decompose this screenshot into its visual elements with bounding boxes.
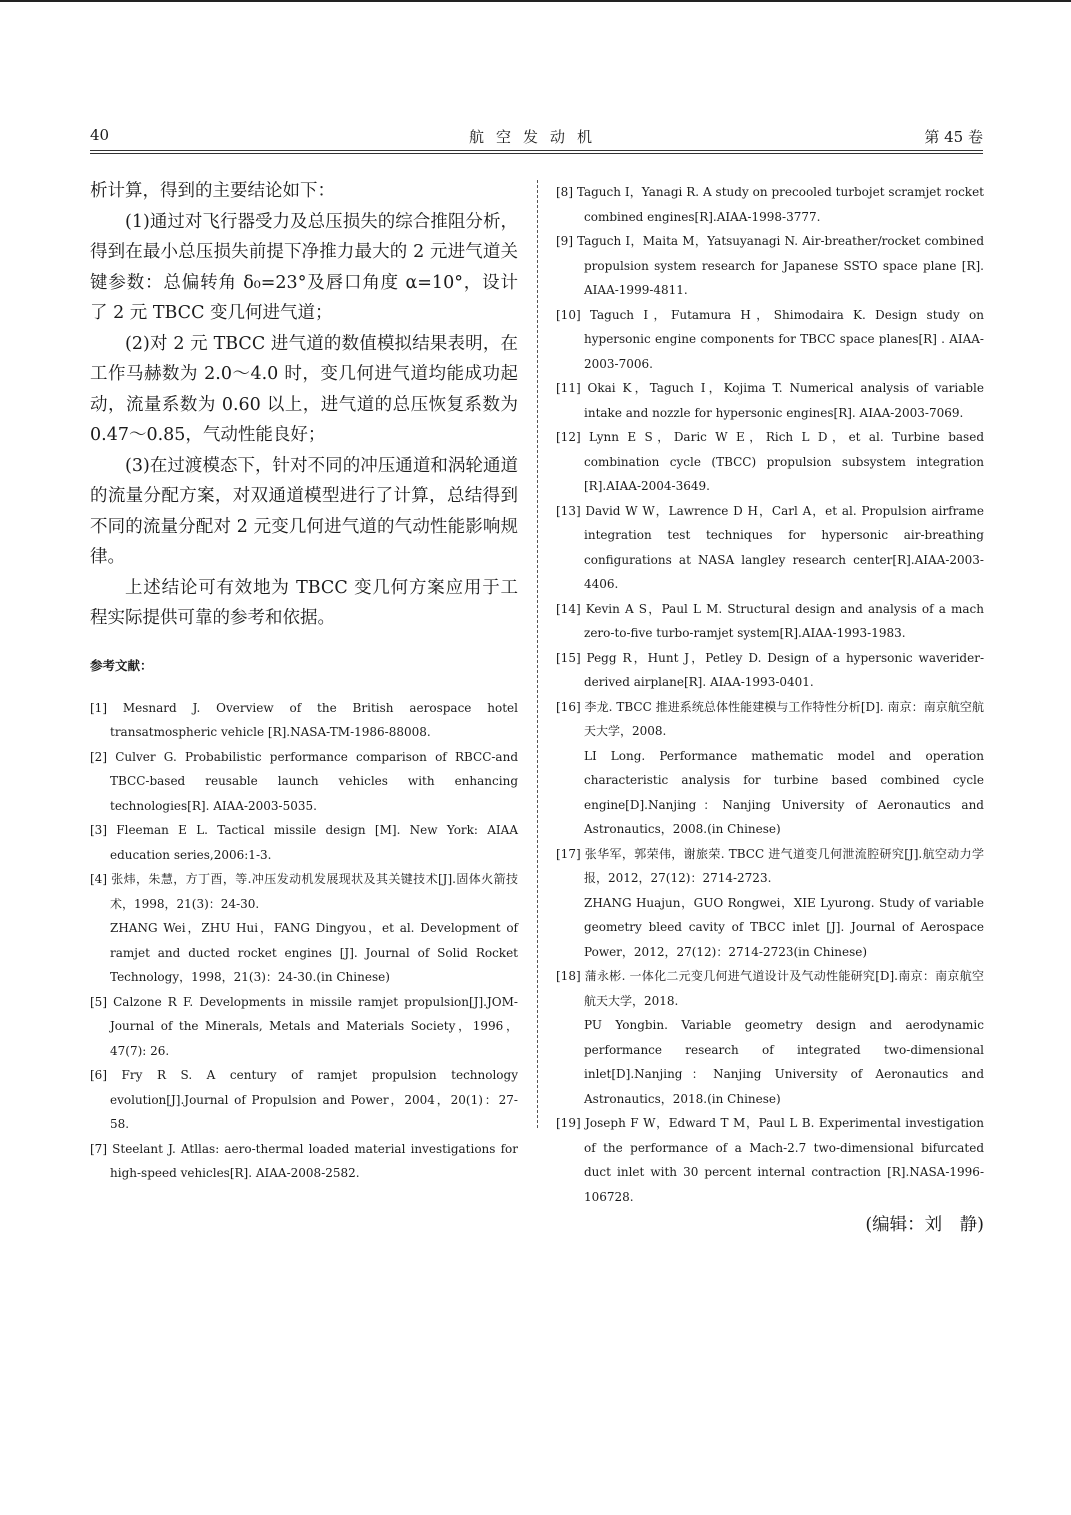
reference-6: [6] Fry R S. A century of ramjet propulsion technology evolution[J].Journal of Propulsion and Power，2004，20(1)：27-58.: [90, 1068, 518, 1131]
conclusion-summary: 上述结论可有效地为 TBCC 变几何方案应用于工程实际提供可靠的参考和依据。: [90, 577, 518, 628]
column-divider: [537, 180, 538, 1128]
reference-8: [8] Taguch I，Yanagi R. A study on precooled turbojet scramjet rocket combined engines[R].AIAA-1998-3777.: [556, 185, 984, 224]
reference-16: [16] 李龙. TBCC 推进系统总体性能建模与工作特性分析[D]. 南京：南京航空航天大学，2008.: [556, 699, 984, 738]
references-heading: 参考文献：: [90, 657, 153, 673]
reference-17: [17] 张华军，郭荣伟，谢旅荣. TBCC 进气道变几何泄流腔研究[J].航空动力学报，2012，27(12)：2714-2723.: [556, 846, 984, 885]
conclusion-item-2: (2)对 2 元 TBCC 进气道的数值模拟结果表明，在工作马赫数为 2.0～4.0 时，变几何进气道均能成功起动，流量系数为 0.60 以上，进气道的总压恢复系数为 0.47～0.85，气动性能良好；: [90, 333, 518, 445]
conclusion-item-1: (1)通过对飞行器受力及总压损失的综合推阻分析，得到在最小总压损失前提下净推力最大的 2 元进气道关键参数：总偏转角 δ₀=23°及唇口角度 α=10°，设计了 2 元 TBCC 变几何进气道；: [90, 211, 518, 323]
conclusion-intro: 析计算，得到的主要结论如下：: [90, 181, 335, 201]
reference-2: [2] Culver G. Probabilistic performance comparison of RBCC-and TBCC-based reusable launch vehicles with enhancing technologies[R]. AIAA-2003-5035.: [90, 749, 518, 813]
reference-4-english: ZHANG Wei，ZHU Hui，FANG Dingyou，et al. Development of ramjet and ducted rocket engines [J]. Journal of Solid Rocket Technology，1998，21(3)：24-30.(in Chinese): [110, 921, 518, 984]
page-number: 40: [90, 126, 110, 144]
top-border: [0, 0, 1071, 2]
reference-13: [13] David W W，Lawrence D H，Carl A，et al. Propulsion airframe integration test techniques for hypersonic air-breathing configurations at NASA langley research center[R].AIAA-2003-4406.: [556, 503, 984, 591]
conclusion-item-3: (3)在过渡模态下，针对不同的冲压通道和涡轮通道的流量分配方案，对双通道模型进行了计算，总结得到不同的流量分配对 2 元变几何进气道的气动性能影响规律。: [90, 455, 518, 567]
reference-9: [9] Taguch I，Maita M，Yatsuyanagi N. Air-breather/rocket combined propulsion system research for Japanese SSTO space plane [R]. AIAA-1999-4811.: [556, 234, 984, 297]
reference-4: [4] 张炜，朱慧，方丁酉，等.冲压发动机发展现状及其关键技术[J].固体火箭技术，1998，21(3)：24-30.: [90, 872, 518, 911]
reference-18: [18] 蒲永彬. 一体化二元变几何进气道设计及气动性能研究[D].南京：南京航空航天大学，2018.: [556, 969, 984, 1008]
page-header: [90, 126, 983, 150]
journal-title: 航空发动机: [468, 128, 604, 146]
reference-19: [19] Joseph F W，Edward T M，Paul L B. Experimental investigation of the performance of a Mach-2.7 two-dimensional bifurcated duct inlet with 30 percent internal contraction [R].NASA-1996-106728.: [556, 1116, 984, 1204]
reference-18-english: PU Yongbin. Variable geometry design and aerodynamic performance research of integrated two-dimensional inlet[D].Nanjing：Nanjing University of Aeronautics and Astronautics，2018.(in Chinese): [584, 1018, 984, 1106]
reference-15: [15] Pegg R，Hunt J，Petley D. Design of a hypersonic waverider-derived airplane[R]. AIAA-1993-0401.: [556, 650, 984, 689]
reference-16-english: LI Long. Performance mathematic model and operation characteristic analysis for turbine based combined cycle engine[D].Nanjing：Nanjing University of Aeronautics and Astronautics，2008.(in Chinese): [584, 748, 984, 836]
reference-list-left: [90, 696, 518, 1186]
header-rule-secondary: [90, 153, 983, 154]
reference-10: [10] Taguch I，Futamura H，Shimodaira K. Design study on hypersonic engine components for TBCC space planes[R] . AIAA-2003-7006.: [556, 307, 984, 371]
reference-1: [1] Mesnard J. Overview of the British aerospace hotel transatmospheric vehicle [R].NASA-TM-1986-88008.: [90, 700, 518, 739]
left-column: [90, 176, 518, 1186]
reference-3: [3] Fleeman E L. Tactical missile design [M]. New York: AIAA education series,2006:1-3.: [90, 823, 518, 862]
reference-17-english: ZHANG Huajun，GUO Rongwei，XIE Lyurong. Study of variable geometry bleed cavity of TBCC inlet [J]. Journal of Aerospace Power，2012，27(12)：2714-2723(in Chinese): [584, 895, 984, 959]
reference-7: [7] Steelant J. Atllas: aero-thermal loaded material investigations for high-speed vehicles[R]. AIAA-2008-2582.: [90, 1141, 518, 1180]
header-rule: [90, 150, 983, 151]
reference-11: [11] Okai K，Taguch I，Kojima T. Numerical analysis of variable intake and nozzle for hypersonic engines[R]. AIAA-2003-7069.: [556, 381, 984, 420]
right-column: [556, 180, 984, 1236]
volume-label: 第 45 卷: [924, 128, 983, 146]
editor-credit: (编辑：刘 静): [865, 1215, 984, 1235]
reference-12: [12] Lynn E S，Daric W E，Rich L D，et al. Turbine based combination cycle (TBCC) propulsion subsystem integration [R].AIAA-2004-3649.: [556, 430, 984, 493]
reference-5: [5] Calzone R F. Developments in missile ramjet propulsion[J].JOM-Journal of the Minerals, Metals and Materials Society，1996，47(7): 26.: [90, 994, 518, 1058]
reference-14: [14] Kevin A S，Paul L M. Structural design and analysis of a mach zero-to-five turbo-ramjet system[R].AIAA-1993-1983.: [556, 601, 984, 640]
